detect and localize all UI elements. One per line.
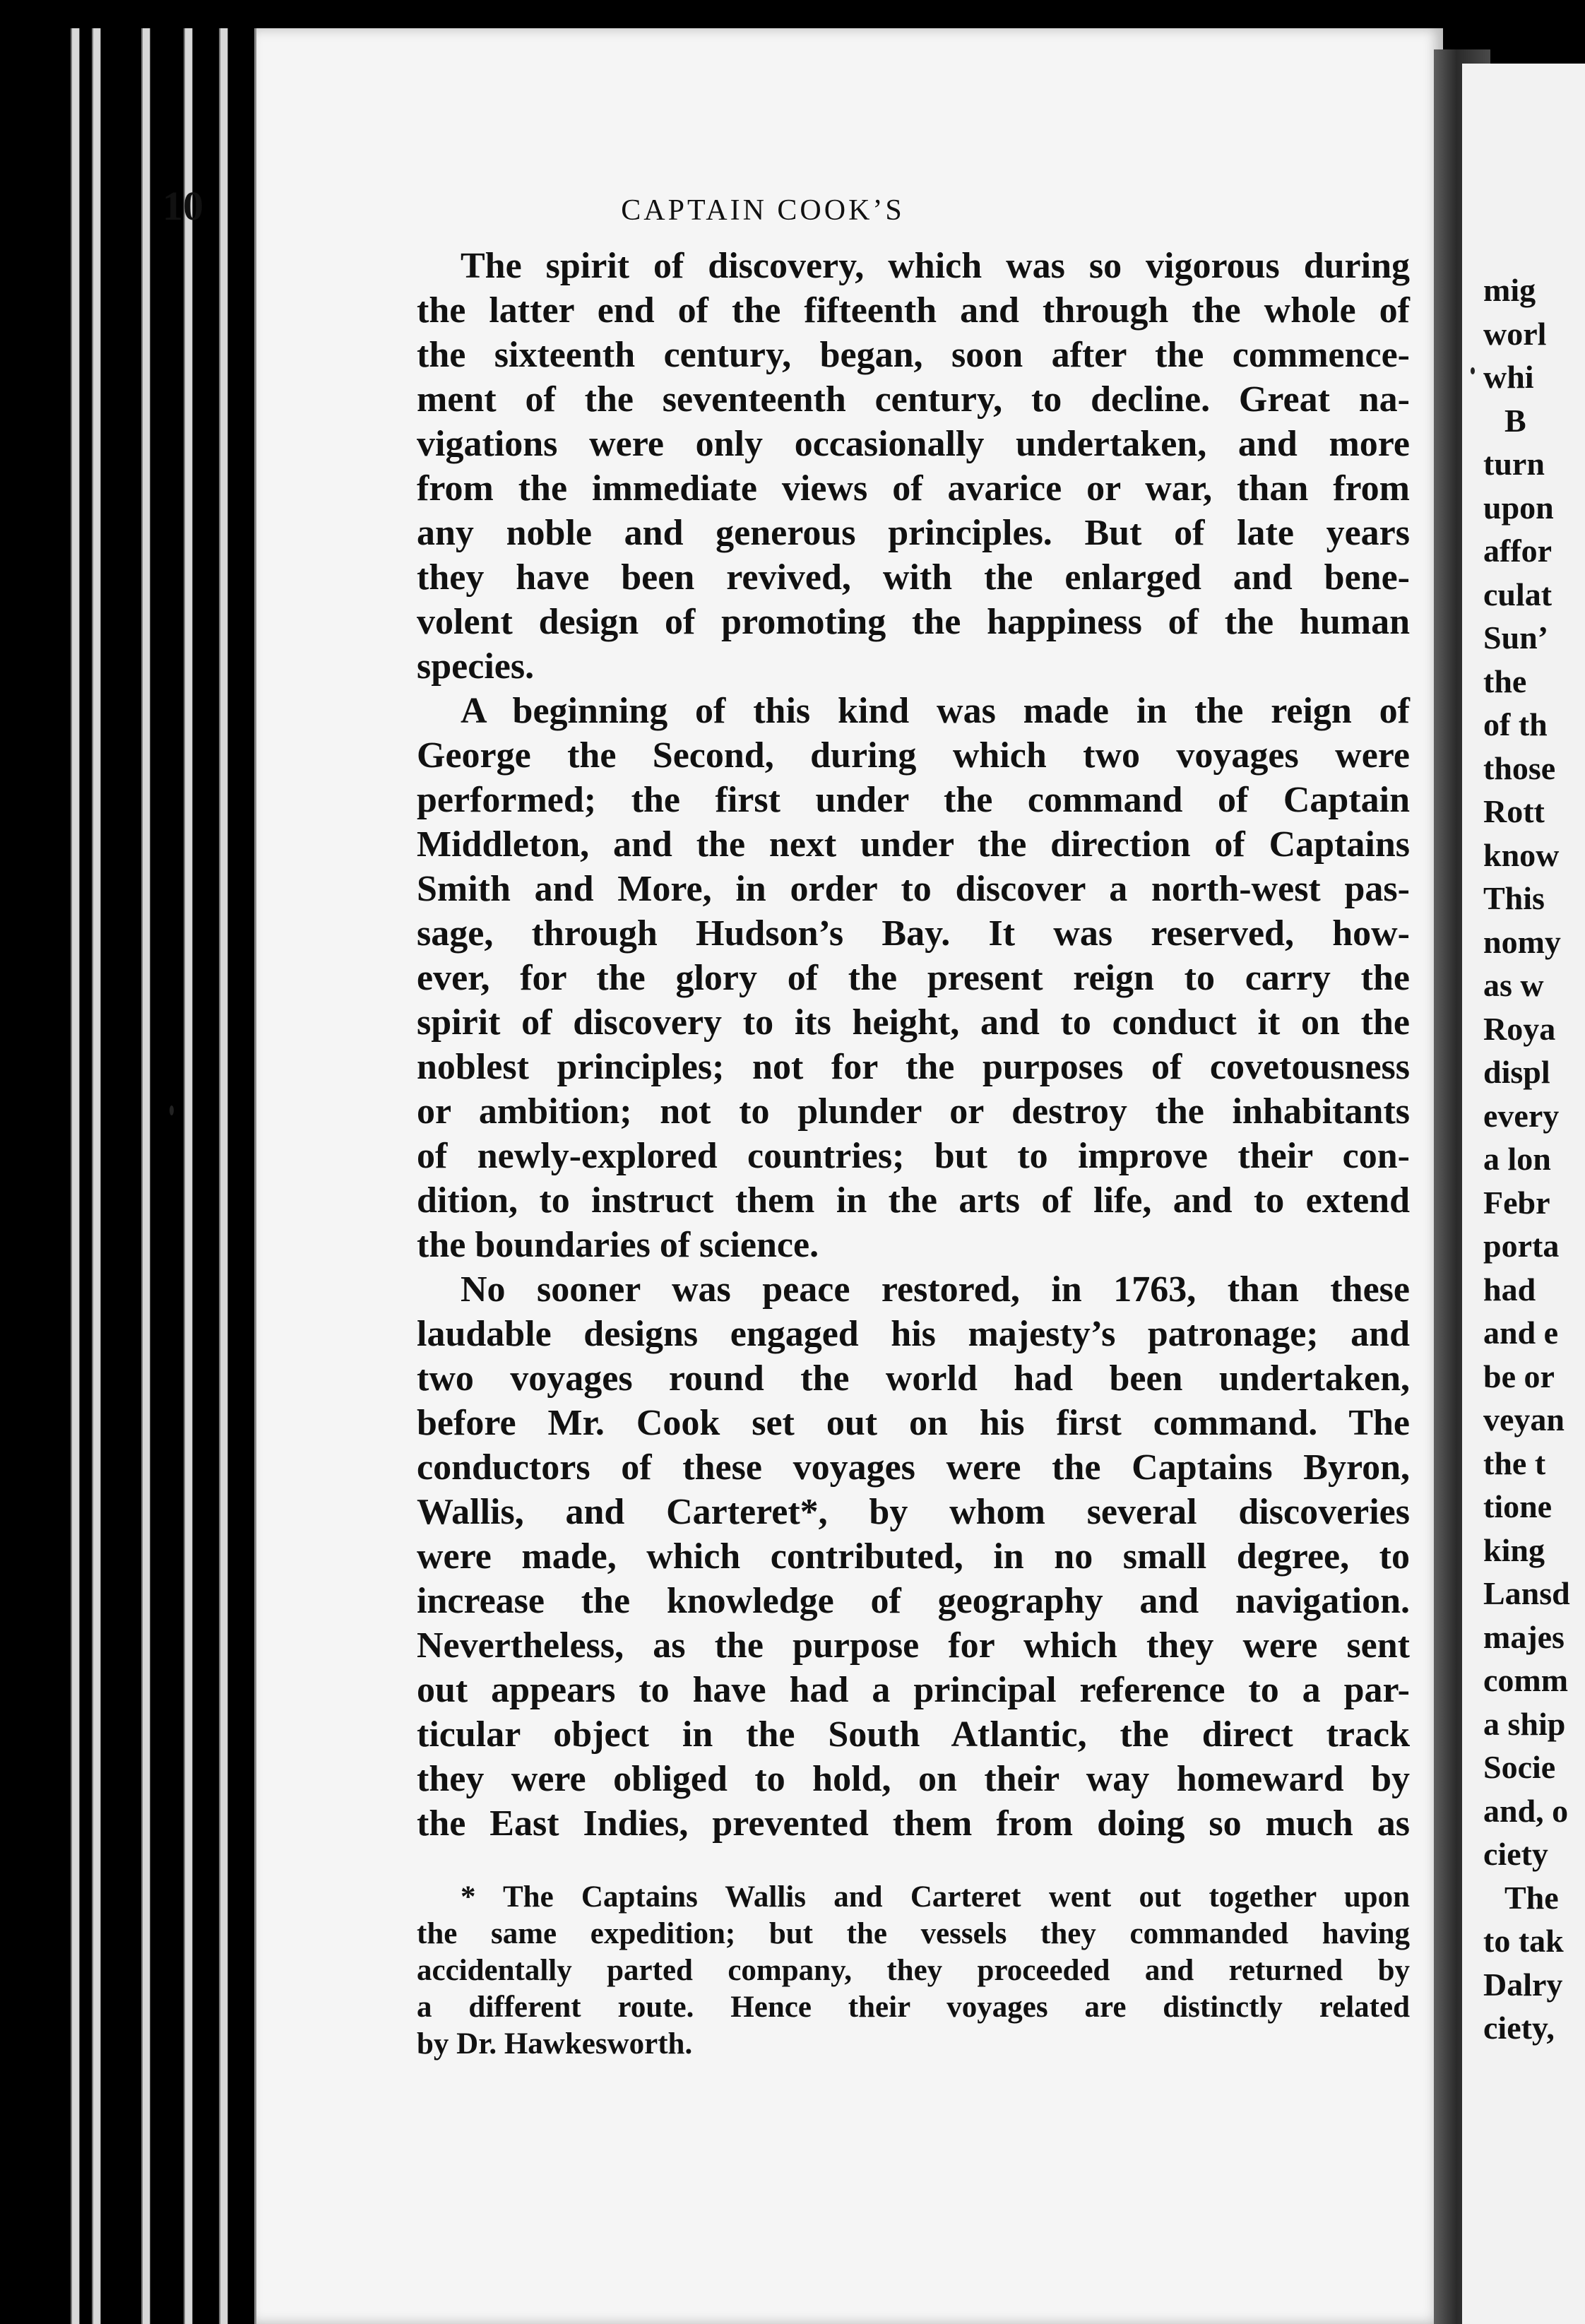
stacked-page-edges bbox=[57, 28, 254, 2324]
text-line: No sooner was peace restored, in 1763, than these bbox=[461, 1269, 1410, 1310]
next-page-line: turn bbox=[1483, 446, 1545, 482]
footnote-line: the same expedition; but the vessels they commanded having bbox=[417, 1917, 1410, 1950]
next-page-line: know bbox=[1483, 836, 1560, 873]
text-line: spirit of discovery to its height, and to conduct it on the bbox=[417, 1002, 1410, 1043]
next-page-line: worl bbox=[1483, 315, 1547, 352]
text-line: of newly-explored countries; but to improve their con- bbox=[417, 1136, 1410, 1176]
text-line: noblest principles; not for the purposes of covetousness bbox=[417, 1047, 1410, 1087]
next-page-line: king bbox=[1483, 1531, 1545, 1568]
page-header bbox=[162, 155, 1406, 229]
text-line: Smith and More, in order to discover a north-west pas- bbox=[417, 869, 1410, 909]
footnote-line: by Dr. Hawkesworth. bbox=[417, 2027, 693, 2061]
next-page-line: and, o bbox=[1483, 1792, 1569, 1829]
footnote-line: accidentally parted company, they proceeded and returned by bbox=[417, 1954, 1410, 1987]
text-line: or ambition; not to plunder or destroy the inhabitants bbox=[417, 1091, 1410, 1132]
page-edge bbox=[92, 28, 101, 2324]
text-line: ever, for the glory of the present reign to carry the bbox=[417, 958, 1410, 998]
next-page-line: and e bbox=[1483, 1315, 1559, 1351]
next-page-line: Sun’ bbox=[1483, 619, 1549, 656]
next-page-line: those bbox=[1483, 749, 1556, 786]
next-page-line: Dalry bbox=[1483, 1966, 1563, 2003]
next-page-line: whi bbox=[1483, 359, 1534, 395]
next-page-line: B bbox=[1504, 402, 1526, 439]
next-page-line: culat bbox=[1483, 576, 1553, 612]
text-line: the boundaries of science. bbox=[417, 1225, 819, 1265]
next-page-line: be or bbox=[1483, 1358, 1555, 1394]
text-line: The spirit of discovery, which was so vigorous during bbox=[461, 246, 1410, 286]
next-page-line: a ship bbox=[1483, 1705, 1566, 1742]
text-line: any noble and generous principles. But of late years bbox=[417, 513, 1410, 553]
next-page-line: The bbox=[1504, 1879, 1559, 1916]
text-line: increase the knowledge of geography and navigation. bbox=[417, 1581, 1410, 1621]
page-edge bbox=[219, 28, 228, 2324]
next-page-line: tione bbox=[1483, 1488, 1553, 1524]
text-line: A beginning of this kind was made in the reign of bbox=[461, 691, 1410, 731]
next-page-line: had bbox=[1483, 1271, 1536, 1308]
next-page-line: the t bbox=[1483, 1445, 1546, 1481]
next-page-line: Rott bbox=[1483, 793, 1545, 829]
text-line: volent design of promoting the happiness of the human bbox=[417, 602, 1410, 642]
text-line: vigations were only occasionally undertaken, and more bbox=[417, 424, 1410, 464]
next-page-line: every bbox=[1483, 1097, 1560, 1134]
next-page-line: a lon bbox=[1483, 1141, 1551, 1177]
page-edge bbox=[71, 28, 80, 2324]
next-page-line: upon bbox=[1483, 489, 1554, 526]
text-line: sage, through Hudson’s Bay. It was reserved, how- bbox=[417, 913, 1410, 954]
next-page-line: porta bbox=[1483, 1228, 1560, 1264]
next-page-line: the bbox=[1483, 663, 1527, 699]
next-page-line: ciety bbox=[1483, 1836, 1548, 1872]
next-page-line: Roya bbox=[1483, 1010, 1556, 1047]
page-edge bbox=[184, 28, 193, 2324]
text-line: Middleton, and the next under the direction of Captains bbox=[417, 824, 1410, 865]
next-page-line: ciety, bbox=[1483, 2010, 1555, 2046]
next-page-line: affor bbox=[1483, 533, 1553, 569]
text-line: before Mr. Cook set out on his first command. The bbox=[417, 1403, 1410, 1443]
text-line: the sixteenth century, began, soon after the commence- bbox=[417, 335, 1410, 375]
text-line: performed; the first under the command of Captain bbox=[417, 780, 1410, 820]
footnote bbox=[417, 1879, 1410, 2063]
text-line: the latter end of the fifteenth and through the whole of bbox=[417, 290, 1410, 331]
text-line: were made, which contributed, in no small degree, to bbox=[417, 1536, 1410, 1577]
text-line: two voyages round the world had been undertaken, bbox=[417, 1358, 1410, 1399]
footnote-line: * The Captains Wallis and Carteret went out together upon bbox=[461, 1880, 1410, 1914]
next-page-text bbox=[1483, 268, 1585, 2050]
next-page-line: majes bbox=[1483, 1618, 1565, 1655]
text-line: ment of the seventeenth century, to decline. Great na- bbox=[417, 379, 1410, 420]
text-line: ticular object in the South Atlantic, the direct track bbox=[417, 1714, 1410, 1755]
text-line: they were obliged to hold, on their way homeward by bbox=[417, 1759, 1410, 1799]
footnote-line: a different route. Hence their voyages are distinctly related bbox=[417, 1991, 1410, 2024]
text-line: dition, to instruct them in the arts of life, and to extend bbox=[417, 1180, 1410, 1221]
text-line: conductors of these voyages were the Captains Byron, bbox=[417, 1447, 1410, 1488]
text-line: out appears to have had a principal reference to a par- bbox=[417, 1670, 1410, 1710]
next-page-line: Socie bbox=[1483, 1749, 1556, 1785]
page-number: 10 bbox=[162, 183, 203, 229]
next-page-line: Lansd bbox=[1483, 1575, 1570, 1611]
ink-speck bbox=[1471, 367, 1475, 374]
next-page-line: of th bbox=[1483, 706, 1548, 742]
next-page-line: displ bbox=[1483, 1054, 1550, 1090]
running-title: CAPTAIN COOK’S bbox=[621, 194, 905, 227]
text-line: species. bbox=[417, 646, 535, 687]
next-page-line: mig bbox=[1483, 272, 1536, 308]
page-edge bbox=[141, 28, 150, 2324]
text-line: they have been revived, with the enlarged and bene- bbox=[417, 557, 1410, 598]
text-line: Wallis, and Carteret*, by whom several discoveries bbox=[417, 1492, 1410, 1532]
text-line: the East Indies, prevented them from doing so much as bbox=[417, 1803, 1410, 1844]
ink-speck bbox=[170, 1105, 174, 1115]
body-text bbox=[417, 244, 1410, 1846]
next-page-line: as w bbox=[1483, 967, 1544, 1003]
next-page-line: nomy bbox=[1483, 923, 1561, 960]
next-page-line: Febr bbox=[1483, 1184, 1550, 1221]
text-line: from the immediate views of avarice or war, than from bbox=[417, 468, 1410, 509]
next-page-line: This bbox=[1483, 880, 1545, 916]
next-page-line: comm bbox=[1483, 1662, 1569, 1698]
text-line: laudable designs engaged his majesty’s patronage; and bbox=[417, 1314, 1410, 1354]
text-line: George the Second, during which two voyages were bbox=[417, 735, 1410, 776]
next-page-line: to tak bbox=[1483, 1923, 1564, 1959]
next-page-line: veyan bbox=[1483, 1401, 1565, 1437]
text-line: Nevertheless, as the purpose for which they were sent bbox=[417, 1625, 1410, 1666]
